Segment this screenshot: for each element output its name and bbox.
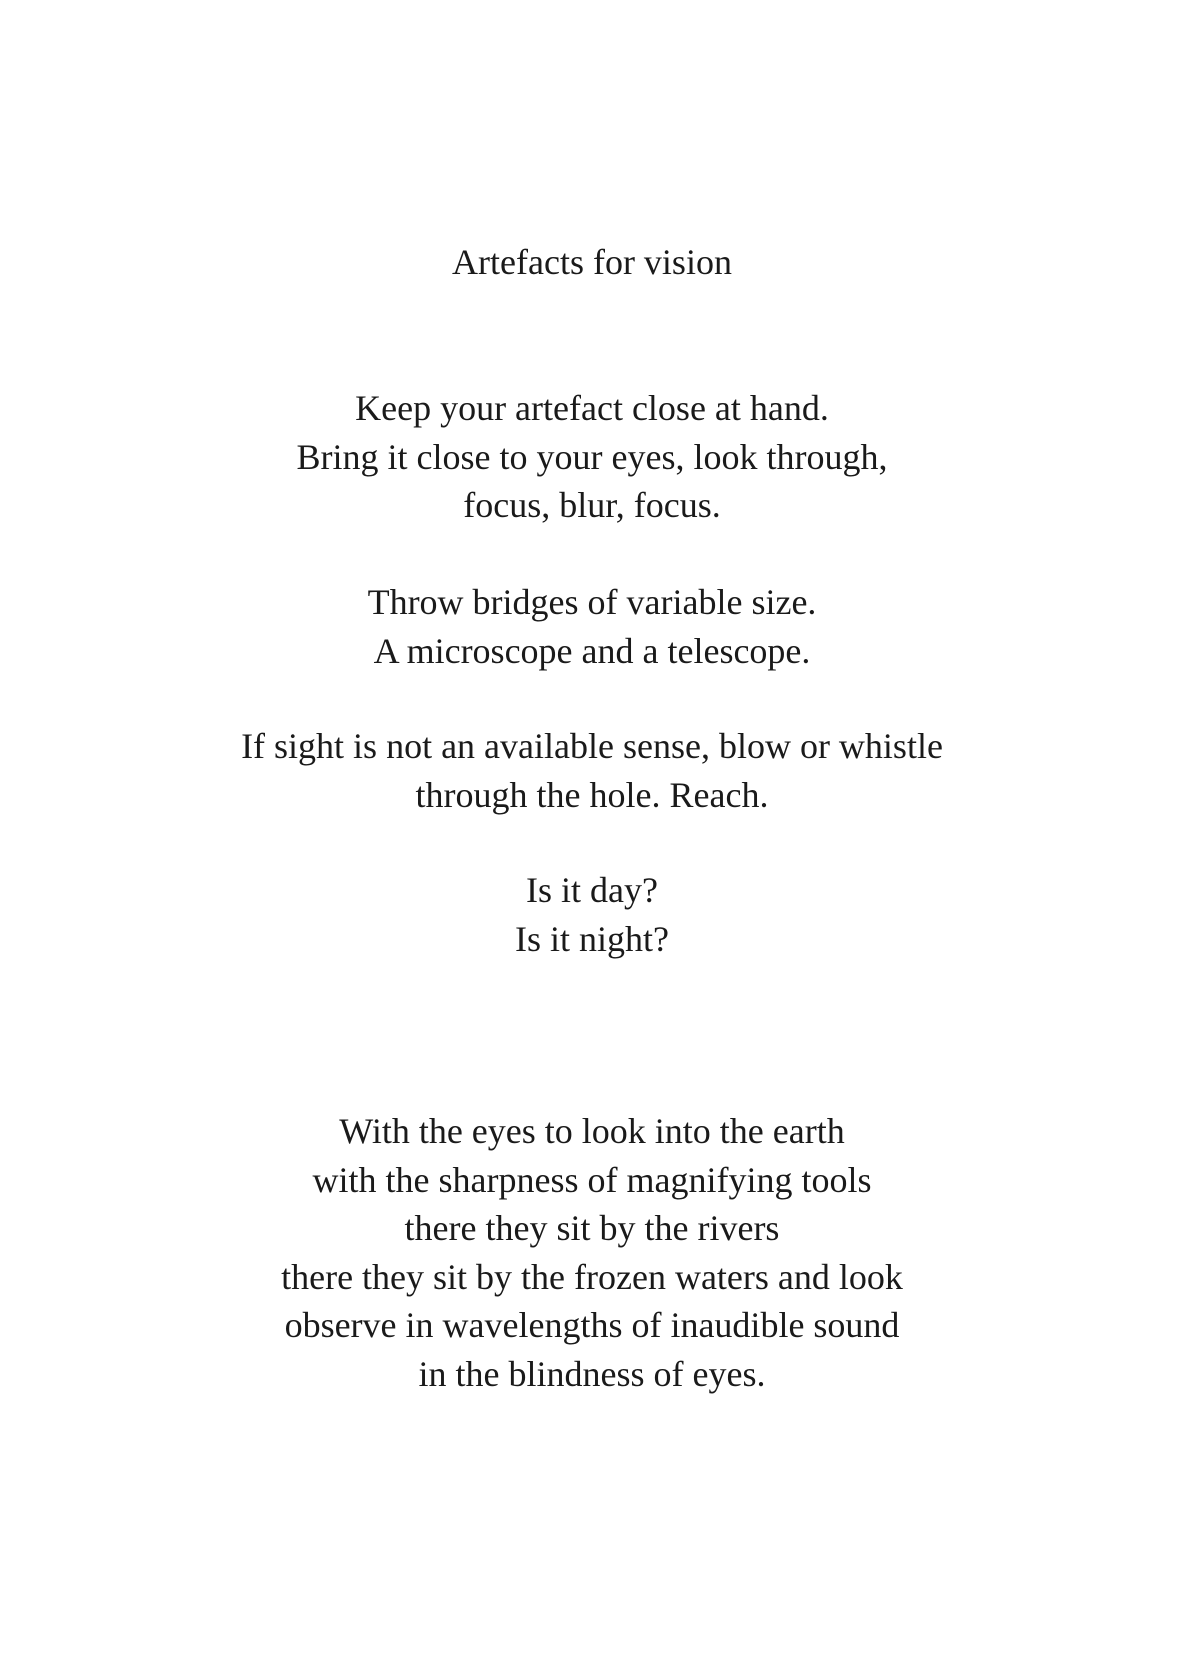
poem-line: Bring it close to your eyes, look through, — [296, 436, 888, 477]
poem-line: in the blindness of eyes. — [418, 1353, 766, 1394]
poem-line: there they sit by the frozen waters and look — [281, 1256, 903, 1297]
poem-title: Artefacts for vision — [452, 242, 732, 282]
stanza-5 — [0, 1107, 1184, 1398]
poem-line: Is it night? — [515, 918, 669, 959]
stanza-1 — [0, 384, 1184, 530]
poem-line: If sight is not an available sense, blow or whistle — [241, 726, 943, 766]
poem-line: there they sit by the rivers — [404, 1208, 780, 1248]
stanza-2 — [0, 578, 1184, 675]
poem-line: Throw bridges of variable size. — [367, 582, 817, 622]
stanza-3 — [0, 722, 1184, 819]
poem-line: with the sharpness of magnifying tools — [312, 1159, 872, 1200]
poem-line: A microscope and a telescope. — [373, 630, 811, 671]
poem-line: With the eyes to look into the earth — [339, 1111, 845, 1151]
poem-line: Is it day? — [526, 870, 658, 910]
poem-line: through the hole. Reach. — [415, 774, 769, 815]
poem-line: focus, blur, focus. — [463, 485, 721, 525]
poem-line: observe in wavelengths of inaudible sound — [284, 1305, 900, 1345]
stanza-4 — [0, 866, 1184, 963]
poem-line: Keep your artefact close at hand. — [355, 388, 829, 428]
